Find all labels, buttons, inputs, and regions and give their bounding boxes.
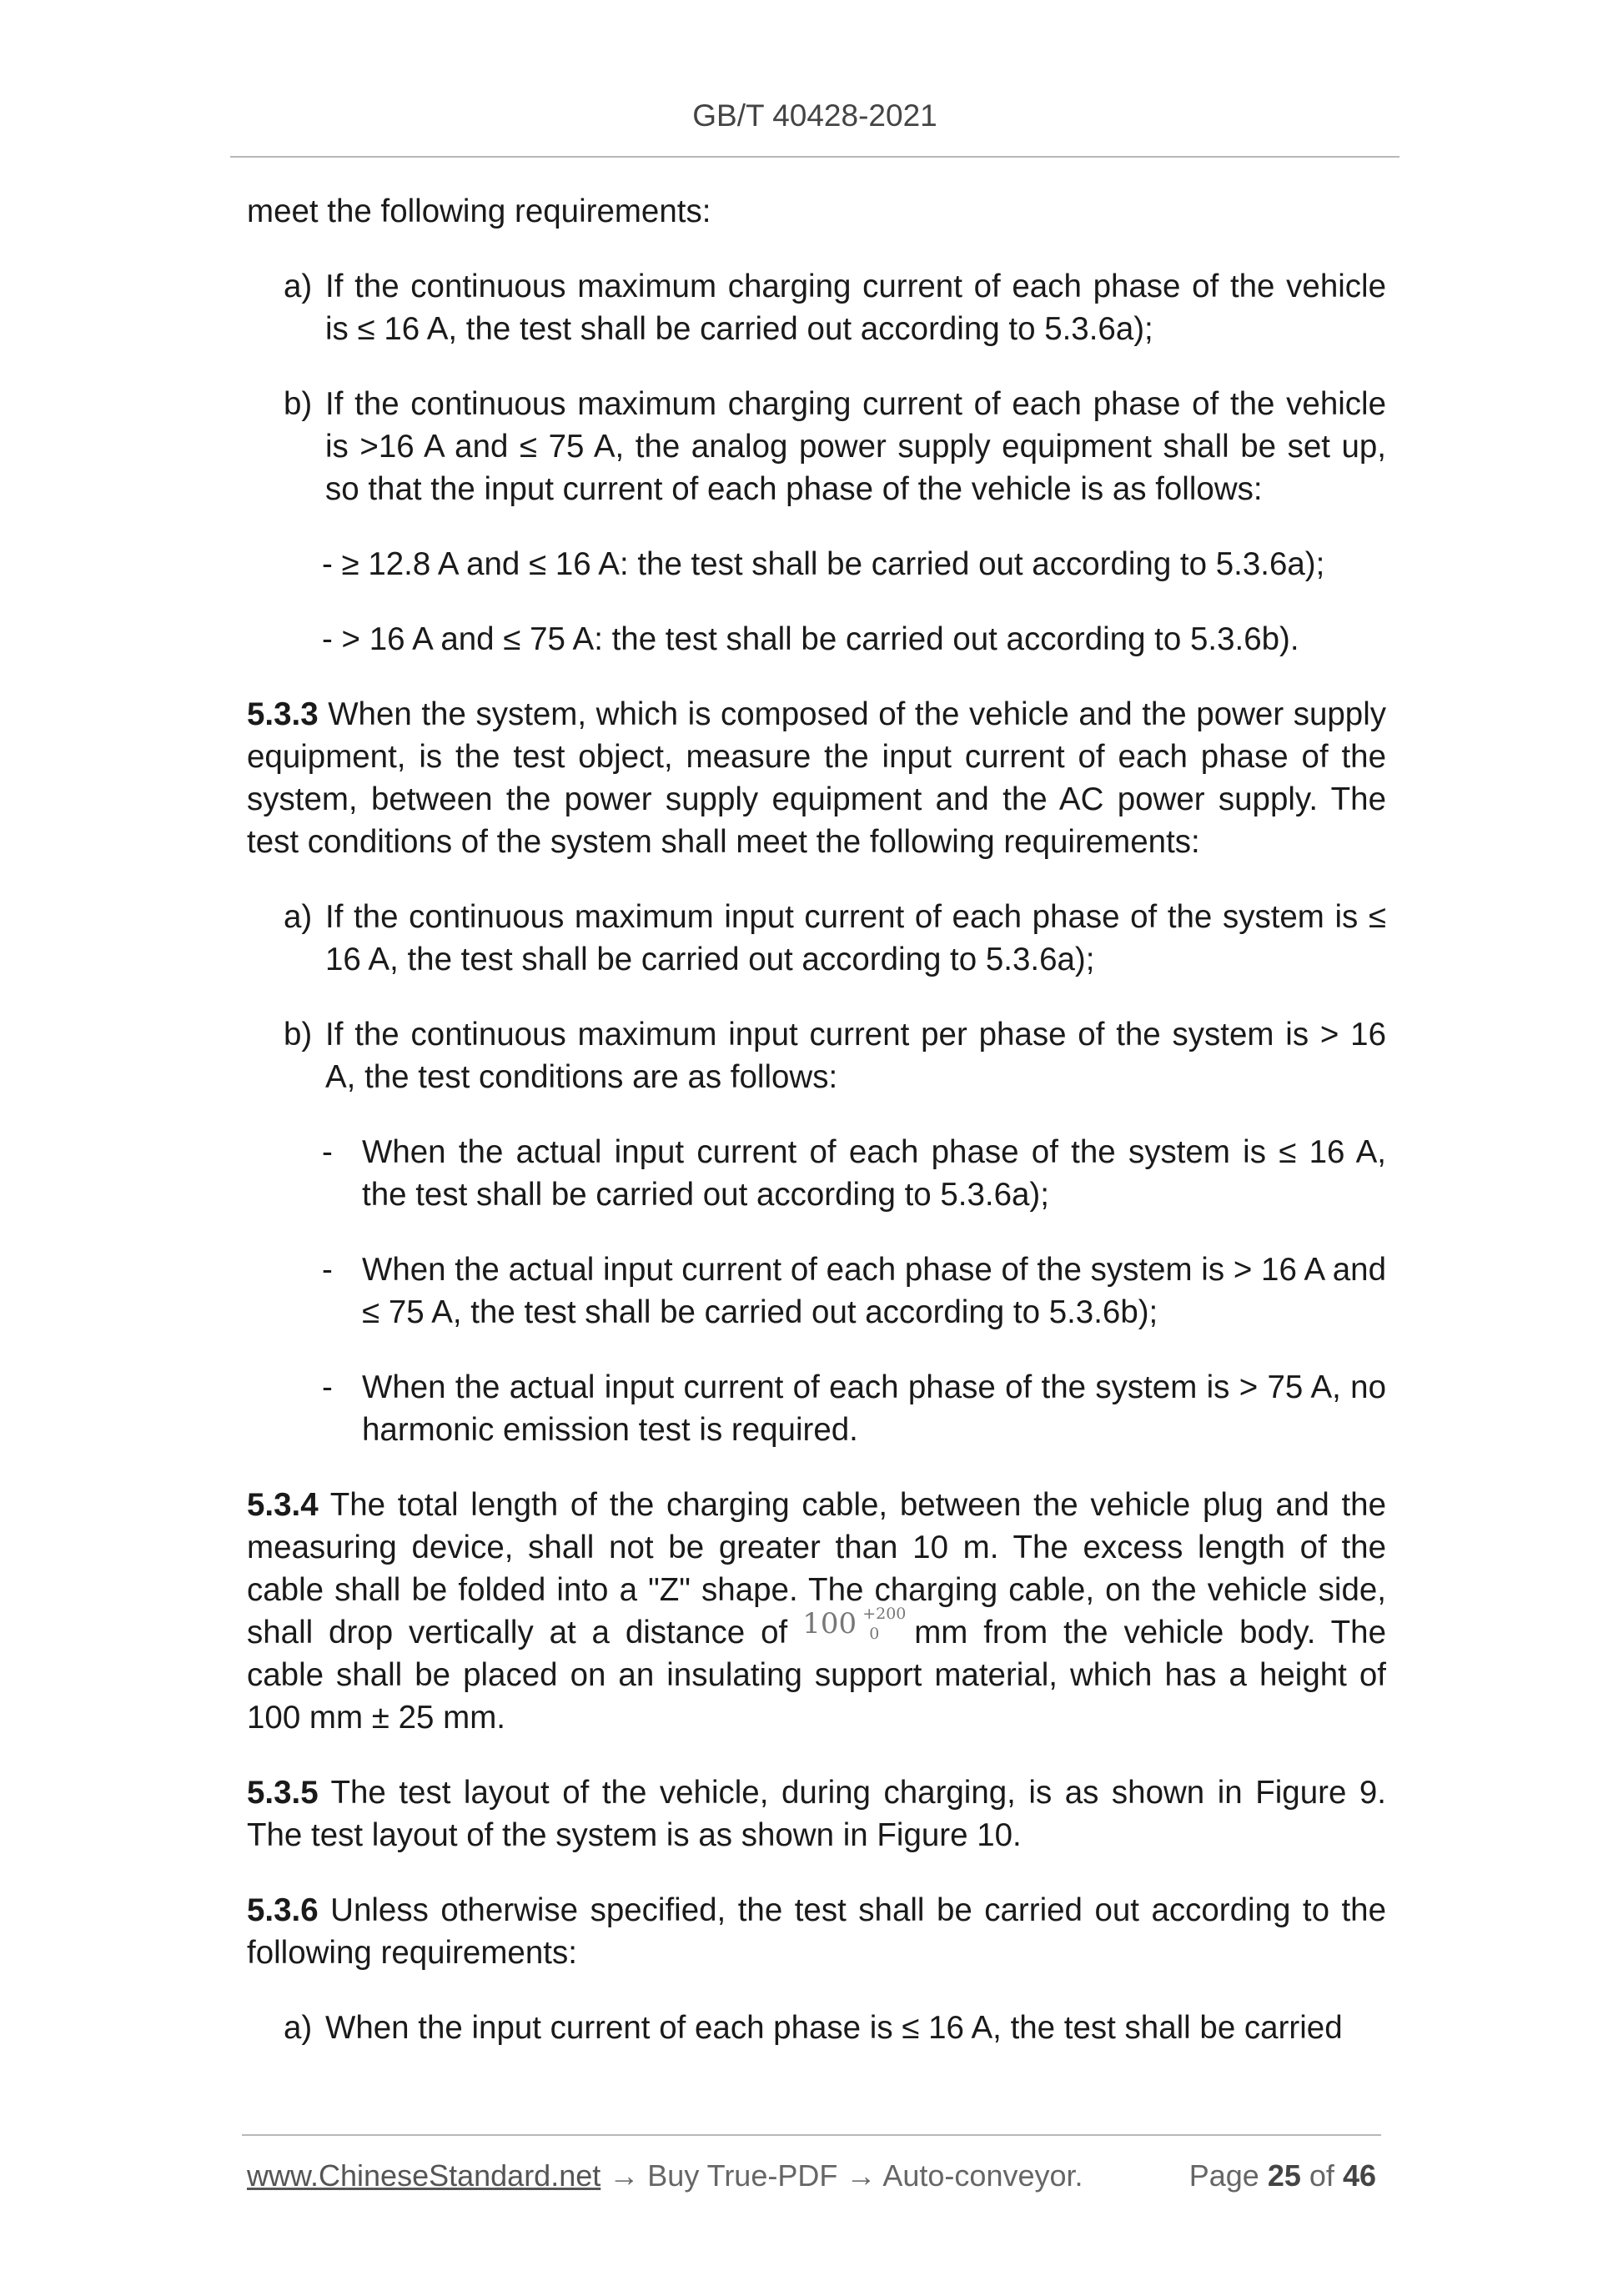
clause-number: 5.3.5 <box>247 1775 319 1811</box>
header-divider <box>230 156 1399 158</box>
test-requirement-list <box>247 2007 1386 2049</box>
list-item <box>247 383 1386 510</box>
dash-label: - <box>322 546 333 582</box>
arrow-right-icon: → <box>846 2158 877 2193</box>
dash-text: When the actual input current of each phase of the system is > 16 A and ≤ 75 A, the test shall be carried out according to 5.3.6b); <box>362 1252 1386 1330</box>
list-item-label: b) <box>284 1017 313 1053</box>
clause-text: When the system, which is composed of the vehicle and the power supply equipment, is the test object, measure the input current of each phase of the system, between the power supply equipment and the AC power supply. The test conditions of the system shall meet the following requirements: <box>247 696 1386 860</box>
of-word: of <box>1309 2158 1334 2193</box>
page-footer <box>247 2158 1376 2193</box>
list-item-text: If the continuous maximum charging current of each phase of the vehicle is >16 A and ≤ 75 A, the analog power supply equipment shall be set up, so that the input current of each phase of the vehicle is as follows: <box>325 386 1386 507</box>
dash-label: - <box>322 1369 333 1405</box>
footer-divider <box>242 2134 1381 2136</box>
clause-5-3-6 <box>247 1889 1386 1974</box>
dash-item <box>247 1131 1386 1216</box>
vehicle-condition-list <box>247 265 1386 661</box>
website-link[interactable]: www.ChineseStandard.net <box>247 2158 601 2193</box>
list-item-label: a) <box>284 899 313 935</box>
dash-text: > 16 A and ≤ 75 A: the test shall be carried out according to 5.3.6b). <box>341 621 1299 657</box>
clause-5-3-5 <box>247 1771 1386 1856</box>
clause-text: Unless otherwise specified, the test shall be carried out according to the following requirements: <box>247 1892 1386 1971</box>
dash-text: When the actual input current of each phase of the system is > 75 A, no harmonic emission test is required. <box>362 1369 1386 1448</box>
page-word: Page <box>1188 2158 1259 2193</box>
clause-number: 5.3.6 <box>247 1892 319 1928</box>
arrow-right-icon: → <box>609 2158 640 2193</box>
list-item-label: a) <box>284 269 313 304</box>
list-item-label: a) <box>284 2010 313 2046</box>
page-number: 25 <box>1267 2158 1301 2193</box>
clause-number: 5.3.4 <box>247 1487 319 1523</box>
dash-item <box>247 1248 1386 1334</box>
list-item <box>247 2007 1386 2049</box>
dash-item <box>247 618 1386 661</box>
dash-item <box>247 543 1386 585</box>
dash-label: - <box>322 1134 333 1170</box>
list-item-label: b) <box>284 386 313 422</box>
list-item <box>247 896 1386 981</box>
dash-text: When the actual input current of each phase of the system is ≤ 16 A, the test shall be carried out according to 5.3.6a); <box>362 1134 1386 1213</box>
clause-5-3-3 <box>247 693 1386 863</box>
clause-text: mm from the vehicle body. The cable shall be placed on an insulating support material, which has a height of 100 mm ± 25 mm. <box>247 1615 1386 1736</box>
clause-text: The total length of the charging cable, between the vehicle plug and the measuring device, shall not be greater than 10 m. The excess length of the cable shall be folded into a "Z" shape. The charging cable, on the vehicle side, shall drop vertically at a distance of <box>247 1487 1386 1650</box>
tolerance-base: 100 <box>802 1607 857 1640</box>
clause-5-3-4 <box>247 1484 1386 1739</box>
tolerance-value <box>801 1605 907 1654</box>
list-item-text: If the continuous maximum charging current of each phase of the vehicle is ≤ 16 A, the test shall be carried out according to 5.3.6a); <box>325 269 1386 347</box>
document-body <box>247 190 1386 2049</box>
list-item <box>247 265 1386 350</box>
page-header: GB/T 40428-2021 <box>692 98 937 133</box>
dash-item <box>247 1366 1386 1451</box>
buy-link-text: Buy True-PDF <box>647 2158 838 2193</box>
list-item-text: If the continuous maximum input current per phase of the system is > 16 A, the test conditions are as follows: <box>325 1017 1386 1095</box>
page-indicator <box>1189 2158 1376 2193</box>
tolerance-lower: 0 <box>869 1625 880 1643</box>
auto-conveyor-text: Auto-conveyor. <box>882 2158 1083 2193</box>
clause-number: 5.3.3 <box>247 696 319 732</box>
page-total: 46 <box>1342 2158 1376 2193</box>
system-condition-list <box>247 896 1386 1451</box>
clause-text: The test layout of the vehicle, during charging, is as shown in Figure 9. The test layout of the system is as shown in Figure 10. <box>247 1775 1386 1853</box>
tolerance-upper: +200 <box>862 1605 907 1623</box>
list-item-text: When the input current of each phase is ≤ 16 A, the test shall be carried <box>325 2010 1343 2046</box>
dash-label: - <box>322 1252 333 1288</box>
list-item-text: If the continuous maximum input current of each phase of the system is ≤ 16 A, the test shall be carried out according to 5.3.6a); <box>325 899 1386 977</box>
dash-text: ≥ 12.8 A and ≤ 16 A: the test shall be carried out according to 5.3.6a); <box>341 546 1325 582</box>
dash-label: - <box>322 621 333 657</box>
list-item <box>247 1013 1386 1098</box>
intro-paragraph: meet the following requirements: <box>247 193 711 229</box>
